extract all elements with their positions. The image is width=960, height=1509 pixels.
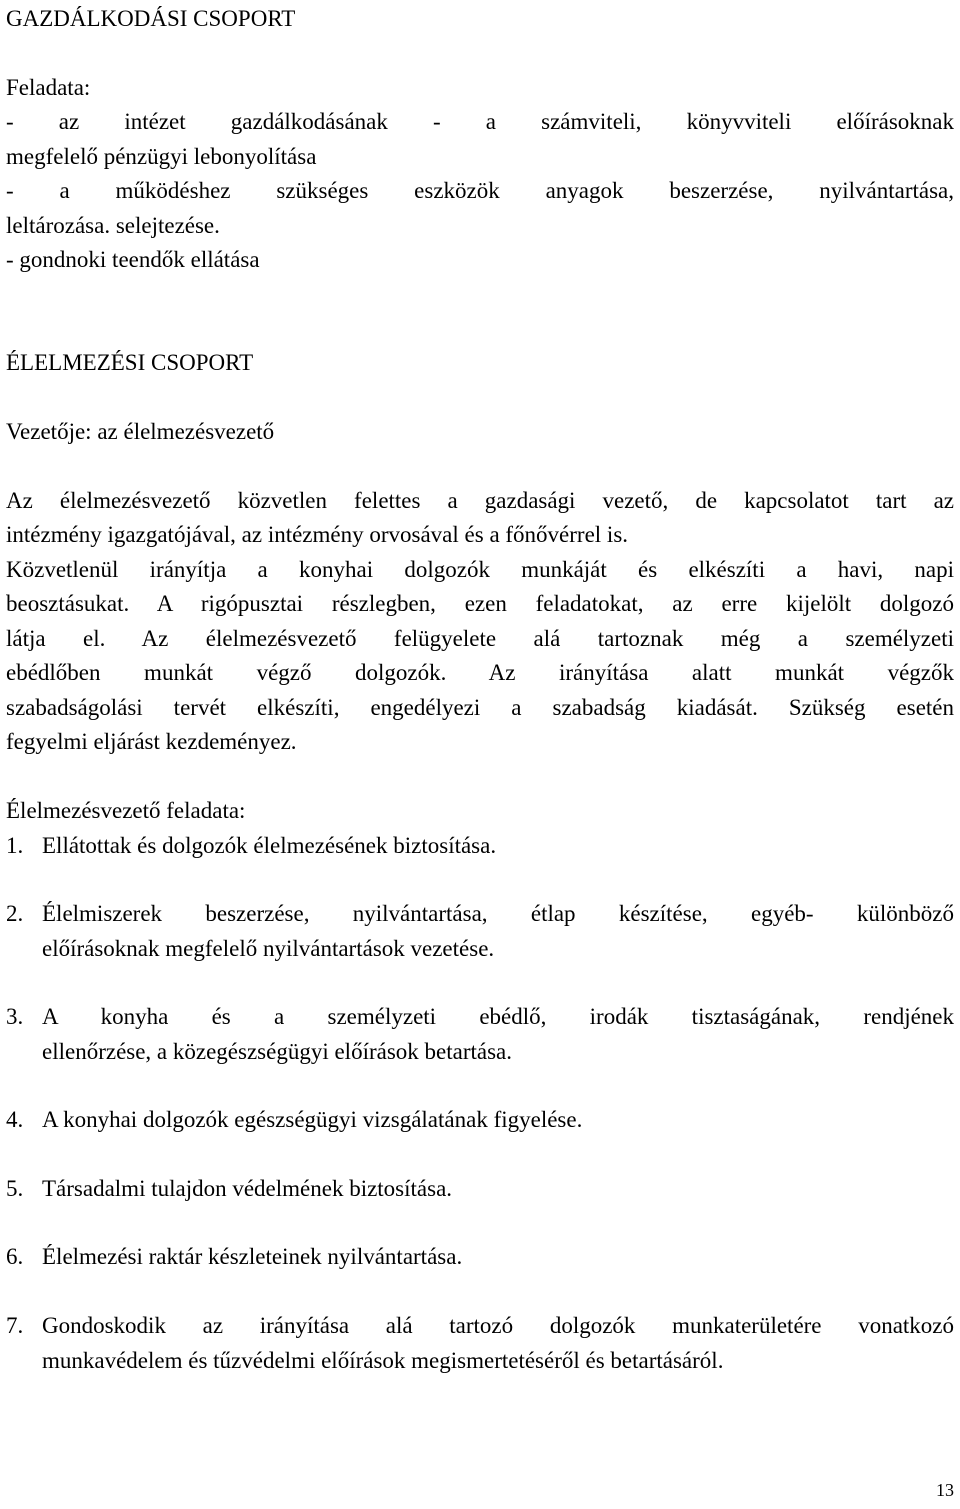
leader-line: Vezetője: az élelmezésvezető — [6, 419, 275, 444]
list-item-text: ellenőrzése, a közegészségügyi előírások betartása. — [42, 1039, 513, 1064]
paragraph-line: fegyelmi eljárást kezdeményez. — [6, 729, 297, 754]
list-item-number: 2. — [6, 901, 24, 926]
paragraph-line: látja el. Az élelmezésvezető felügyelete alá tartoznak még a személyzeti — [6, 626, 954, 651]
list-item-number: 3. — [6, 1004, 24, 1029]
section-heading-gazdalkodasi: GAZDÁLKODÁSI CSOPORT — [6, 6, 296, 31]
task-line-3: - a működéshez szükséges eszközök anyagok beszerzése, nyilvántartása, — [6, 178, 954, 203]
tasks-label: Élelmezésvezető feladata: — [6, 798, 246, 823]
list-item-number: 6. — [6, 1244, 24, 1269]
page-number: 13 — [936, 1480, 954, 1500]
list-item-text: Élelmezési raktár készleteinek nyilvántartása. — [42, 1244, 463, 1269]
paragraph-line: beosztásukat. A rigópusztai részlegben, ezen feladatokat, az erre kijelölt dolgozó — [6, 591, 954, 616]
section-heading-elelmezesi: ÉLELMEZÉSI CSOPORT — [6, 350, 254, 375]
task-line-5: - gondnoki teendők ellátása — [6, 247, 260, 272]
task-line-2: megfelelő pénzügyi lebonyolítása — [6, 144, 317, 169]
paragraph-line: ebédlőben munkát végző dolgozók. Az irányítása alatt munkát végzők — [6, 660, 954, 685]
list-item-text: előírásoknak megfelelő nyilvántartások vezetése. — [42, 936, 495, 961]
list-item-text: Társadalmi tulajdon védelmének biztosítása. — [42, 1176, 453, 1201]
list-item-text: A konyhai dolgozók egészségügyi vizsgálatának figyelése. — [42, 1107, 583, 1132]
paragraph-line: Az élelmezésvezető közvetlen felettes a gazdasági vezető, de kapcsolatot tart az — [6, 488, 954, 513]
paragraph-line: Közvetlenül irányítja a konyhai dolgozók munkáját és elkészíti a havi, napi — [6, 557, 954, 582]
list-item-text: Élelmiszerek beszerzése, nyilvántartása, étlap készítése, egyéb- különböző — [42, 901, 954, 926]
paragraph-line: intézmény igazgatójával, az intézmény orvosával és a főnővérrel is. — [6, 522, 629, 547]
list-item-text: munkavédelem és tűzvédelmi előírások megismertetéséről és betartásáról. — [42, 1348, 724, 1373]
task-label: Feladata: — [6, 75, 91, 100]
list-item-number: 4. — [6, 1107, 24, 1132]
list-item-number: 7. — [6, 1313, 24, 1338]
task-line-4: leltározása. selejtezése. — [6, 213, 220, 238]
list-item-text: Gondoskodik az irányítása alá tartozó dolgozók munkaterületére vonatkozó — [42, 1313, 954, 1338]
task-line-1: - az intézet gazdálkodásának - a számviteli, könyvviteli előírásoknak — [6, 109, 954, 134]
list-item-number: 5. — [6, 1176, 24, 1201]
list-item-text: A konyha és a személyzeti ebédlő, irodák tisztaságának, rendjének — [42, 1004, 954, 1029]
list-item-text: Ellátottak és dolgozók élelmezésének biztosítása. — [42, 833, 497, 858]
paragraph-line: szabadságolási tervét elkészíti, engedélyezi a szabadság kiadását. Szükség esetén — [6, 695, 954, 720]
list-item-number: 1. — [6, 833, 24, 858]
